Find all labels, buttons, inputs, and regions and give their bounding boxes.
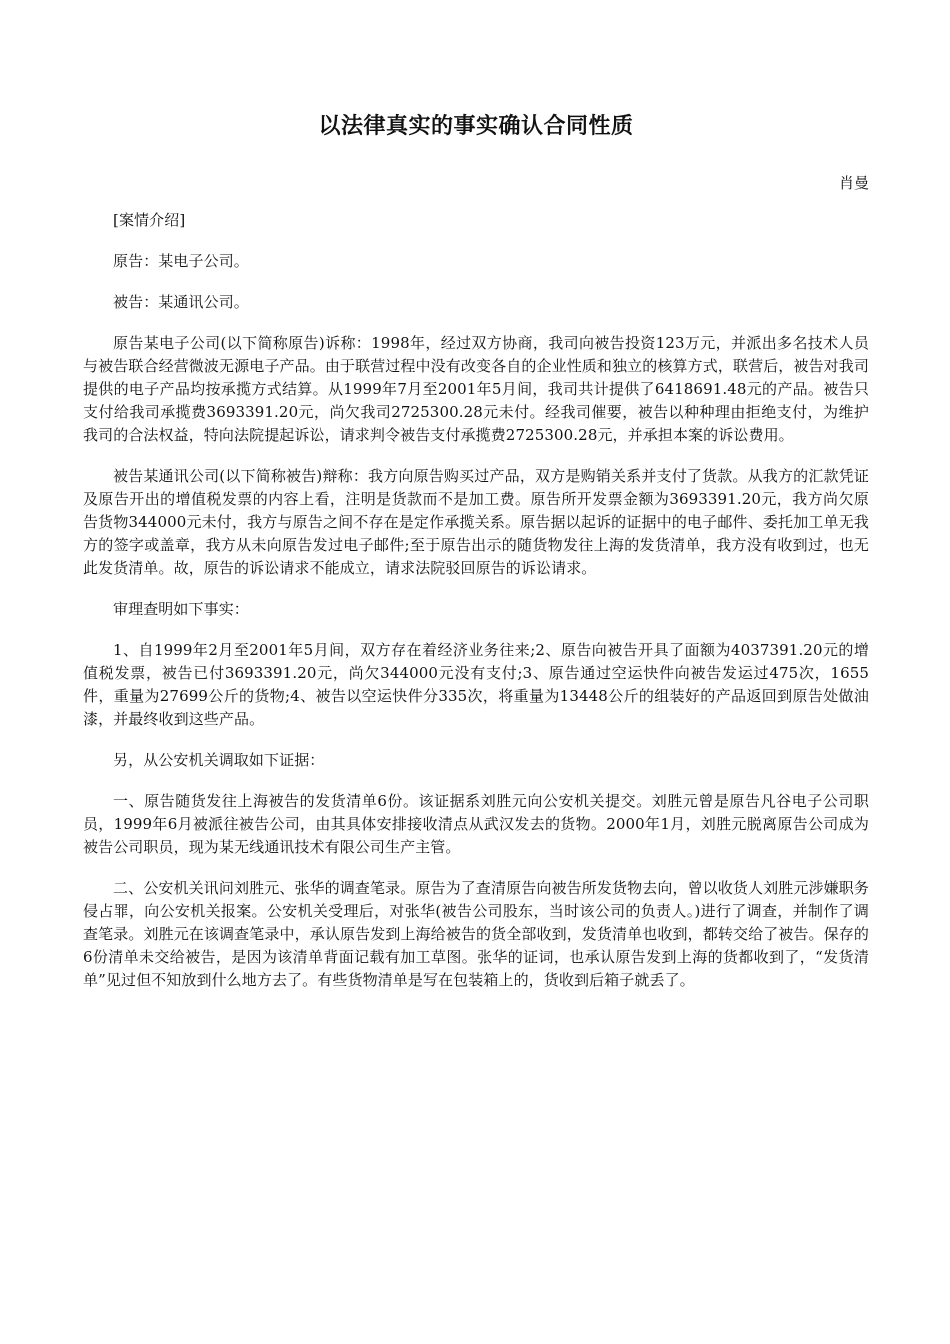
evidence-item-2: 二、公安机关讯问刘胜元、张华的调查笔录。原告为了查清原告向被告所发货物去向，曾以收货人刘胜元涉嫌职务侵占罪，向公安机关报案。公安机关受理后，对张华(被告公司股东，当时该公司的负责人。)进行了调查，并制作了调查笔录。刘胜元在该调查笔录中，承认原告发到上海给被告的货全部收到，发货清单也收到，都转交给了被告。保存的6份清单未交给被告，是因为该清单背面记载有加工草图。张华的证词，也承认原告发到上海的货都收到了，“发货清单”见过但不知放到什么地方去了。有些货物清单是写在包装箱上的，货收到后箱子就丢了。 <box>83 879 869 989</box>
defendant-defense-paragraph: 被告某通讯公司(以下简称被告)辩称：我方向原告购买过产品，双方是购销关系并支付了货款。从我方的汇款凭证及原告开出的增值税发票的内容上看，注明是货款而不是加工费。原告所开发票金额为3693391.20元，我方尚欠原告货物344000元未付，我方与原告之间不存在是定作承揽关系。原告据以起诉的证据中的电子邮件、委托加工单无我方的签字或盖章，我方从未向原告发过电子邮件;至于原告出示的随货物发往上海的发货清单，我方没有收到过，也无此发货清单。故，原告的诉讼请求不能成立，请求法院驳回原告的诉讼请求。 <box>83 467 869 577</box>
plaintiff-claim-paragraph: 原告某电子公司(以下简称原告)诉称：1998年，经过双方协商，我司向被告投资123万元，并派出多名技术人员与被告联合经营微波无源电子产品。由于联营过程中没有改变各自的企业性质和独立的核算方式，联营后，被告对我司提供的电子产品均按承揽方式结算。从1999年7月至2001年5月间，我司共计提供了6418691.48元的产品。被告只支付给我司承揽费3693391.20元，尚欠我司2725300.28元未付。经我司催要，被告以种种理由拒绝支付，为维护我司的合法权益，特向法院提起诉讼，请求判令被告支付承揽费2725300.28元，并承担本案的诉讼费用。 <box>83 334 869 444</box>
document-title: 以法律真实的事实确认合同性质 <box>318 114 634 139</box>
police-evidence-heading: 另，从公安机关调取如下证据： <box>113 751 325 769</box>
findings-paragraph: 1、自1999年2月至2001年5月间，双方存在着经济业务往来;2、原告向被告开具了面额为4037391.20元的增值税发票，被告已付3693391.20元，尚欠344000元没有支付;3、原告通过空运快件向被告发运过475次，1655件，重量为27699公斤的货物;4、被告以空运快件分335次，将重量为13448公斤的组装好的产品返回到原告处做油漆，并最终收到这些产品。 <box>83 641 869 728</box>
document-author: 肖曼 <box>838 174 869 192</box>
section-heading-case-intro: [案情介绍] <box>113 211 186 229</box>
findings-heading: 审理查明如下事实： <box>113 600 249 618</box>
evidence-item-1: 一、原告随货发往上海被告的发货清单6份。该证据系刘胜元向公安机关提交。刘胜元曾是原告凡谷电子公司职员，1999年6月被派往被告公司，由其具体安排接收清点从武汉发去的货物。2000年1月，刘胜元脱离原告公司成为被告公司职员，现为某无线通讯技术有限公司生产主管。 <box>83 792 869 856</box>
plaintiff-line: 原告：某电子公司。 <box>113 252 249 270</box>
document-page <box>83 112 869 1010</box>
defendant-line: 被告：某通讯公司。 <box>113 293 249 311</box>
